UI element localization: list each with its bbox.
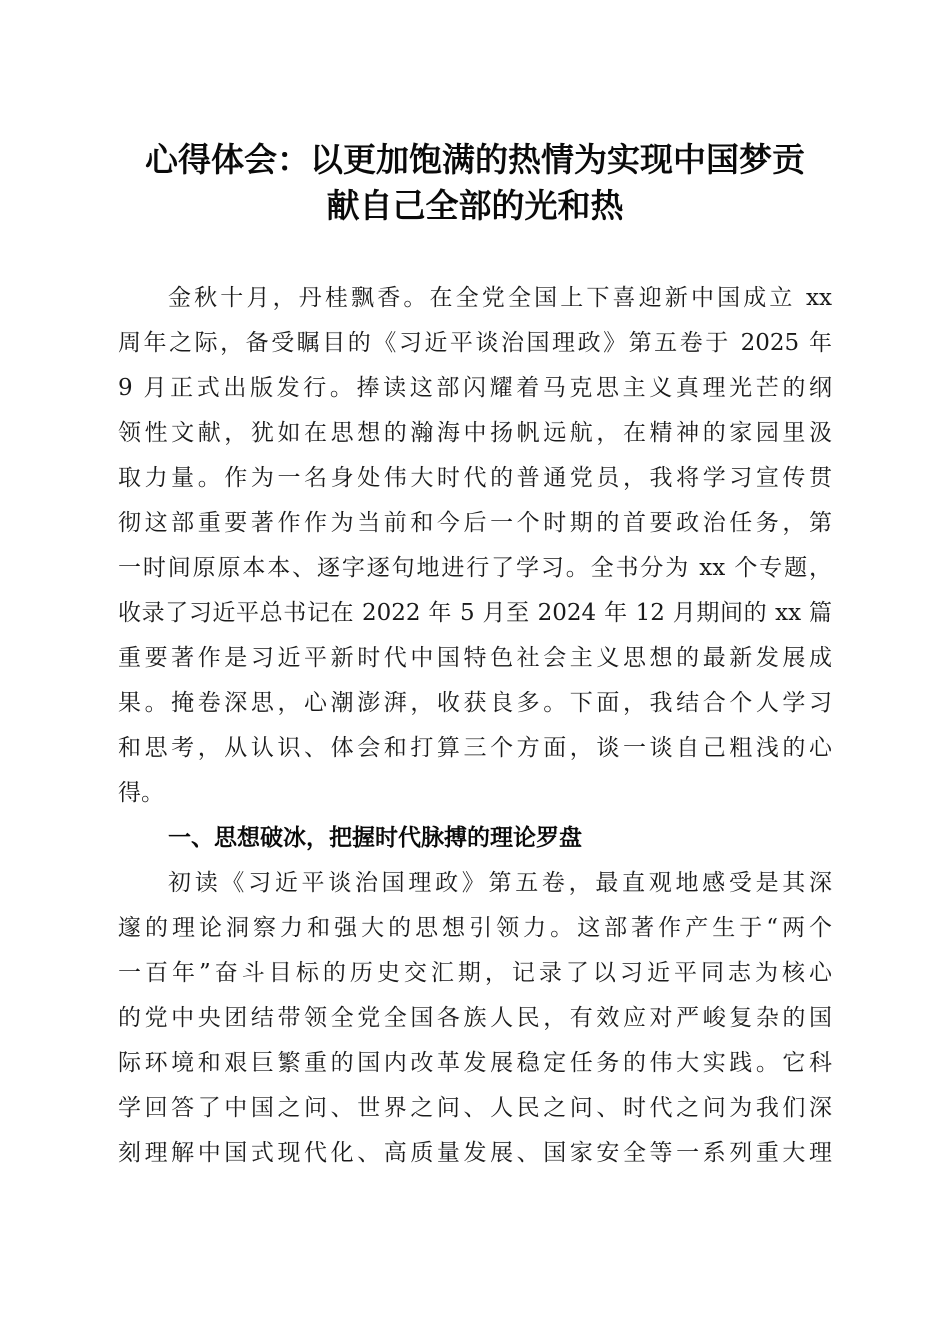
paragraph-1 (118, 276, 832, 816)
document-body (118, 276, 832, 1176)
paragraph-line: 彻这部重要著作作为当前和今后一个时期的首要政治任务，第 (118, 510, 832, 536)
paragraph-line: 的党中央团结带领全党全国各族人民，有效应对严峻复杂的国 (118, 1005, 832, 1031)
paragraph-line: 刻理解中国式现代化、高质量发展、国家安全等一系列重大理 (118, 1140, 832, 1166)
paragraph-line: 际环境和艰巨繁重的国内改革发展稳定任务的伟大实践。它科 (118, 1050, 832, 1076)
document-title-line-1: 心得体会：以更加饱满的热情为实现中国梦贡 (145, 140, 805, 179)
paragraph-2 (118, 861, 832, 1176)
paragraph-line: 果。掩卷深思，心潮澎湃，收获良多。下面，我结合个人学习 (118, 690, 832, 716)
paragraph-line: 重要著作是习近平新时代中国特色社会主义思想的最新发展成 (118, 645, 832, 671)
paragraph-line: 邃的理论洞察力和强大的思想引领力。这部著作产生于“两个 (118, 915, 832, 941)
paragraph-line: 取力量。作为一名身处伟大时代的普通党员，我将学习宣传贯 (118, 465, 832, 491)
paragraph-line: 学回答了中国之问、世界之问、人民之问、时代之问为我们深 (118, 1095, 832, 1121)
paragraph-line: 周年之际，备受瞩目的《习近平谈治国理政》第五卷于 2025 年 (118, 330, 832, 356)
paragraph-line: 金秋十月，丹桂飘香。在全党全国上下喜迎新中国成立 xx (168, 285, 832, 311)
paragraph-line: 一百年”奋斗目标的历史交汇期，记录了以习近平同志为核心 (118, 960, 832, 986)
paragraph-line: 得。 (118, 780, 164, 806)
paragraph-line: 一时间原原本本、逐字逐句地进行了学习。全书分为 xx 个专题， (118, 555, 832, 581)
paragraph-line: 领性文献，犹如在思想的瀚海中扬帆远航，在精神的家园里汲 (118, 420, 832, 446)
document-title-line-2: 献自己全部的光和热 (326, 186, 624, 225)
section-heading-1: 一、思想破冰，把握时代脉搏的理论罗盘 (168, 825, 582, 851)
paragraph-line: 和思考，从认识、体会和打算三个方面，谈一谈自己粗浅的心 (118, 735, 832, 761)
paragraph-line: 收录了习近平总书记在 2022 年 5 月至 2024 年 12 月期间的 xx 篇 (118, 600, 832, 626)
paragraph-line: 9 月正式出版发行。捧读这部闪耀着马克思主义真理光芒的纲 (118, 375, 832, 401)
paragraph-line: 初读《习近平谈治国理政》第五卷，最直观地感受是其深 (168, 870, 832, 896)
